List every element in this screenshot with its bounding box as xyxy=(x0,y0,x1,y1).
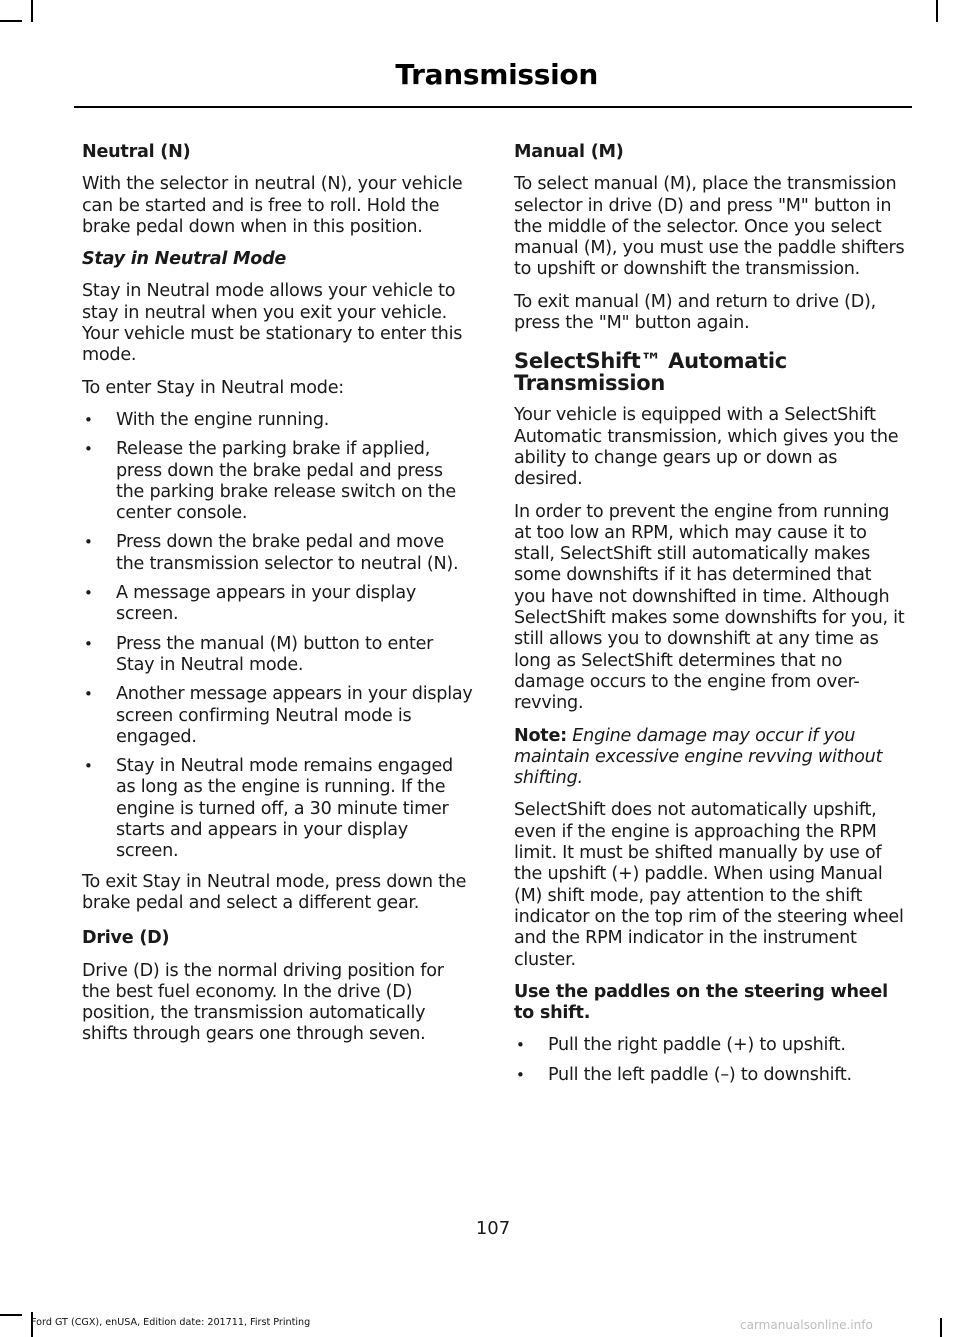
left-column xyxy=(82,142,474,1057)
list-item: • Pull the left paddle (–) to downshift. xyxy=(514,1065,906,1086)
list-item: • With the engine running. xyxy=(82,410,474,431)
neutral-heading: Neutral (N) xyxy=(82,142,191,162)
exit-neutral-text: To exit Stay in Neutral mode, press down the brake pedal and select a different gear. xyxy=(82,871,467,913)
list-item: • Release the parking brake if applied, press down the brake pedal and press the parking brake release switch on the center console. xyxy=(82,439,474,524)
manual-heading: Manual (M) xyxy=(514,142,624,162)
neutral-text: With the selector in neutral (N), your vehicle can be started and is free to roll. Hold the brake pedal down when in this position. xyxy=(82,174,463,237)
list-item: • Pull the right paddle (+) to upshift. xyxy=(514,1035,906,1056)
enter-intro: To enter Stay in Neutral mode: xyxy=(82,377,344,398)
stay-in-neutral-text: Stay in Neutral mode allows your vehicle to stay in neutral when you exit your vehicle. Your vehicle must be stationary to enter this mode. xyxy=(82,281,463,366)
list-item: • Press down the brake pedal and move the transmission selector to neutral (N). xyxy=(82,532,474,575)
drive-text: Drive (D) is the normal driving position for the best fuel economy. In the drive (D) position, the transmission automatically shifts through gears one through seven. xyxy=(82,960,444,1045)
crop-mark-top-left-h xyxy=(0,20,22,22)
note xyxy=(514,726,906,790)
watermark: carmanualsonline.info xyxy=(740,1318,873,1332)
crop-mark-bottom-right xyxy=(940,1318,942,1337)
enter-steps-list xyxy=(82,410,474,863)
paddle-list xyxy=(514,1035,906,1086)
selectshift-prevent-text: In order to prevent the engine from running at too low an RPM, which may cause it to stall, SelectShift still automatically makes some downshifts if it has determined that you have not downshifted in time. Although SelectShift makes some downshifts for you, it still allows you to downshift at any time as long as SelectShift determines that no damage occurs to the engine from over-revving. xyxy=(514,501,905,714)
list-item: • Press the manual (M) button to enter Stay in Neutral mode. xyxy=(82,634,474,677)
right-column xyxy=(514,142,906,1095)
page-number: 107 xyxy=(475,1218,511,1239)
list-item: • Stay in Neutral mode remains engaged as long as the engine is running. If the engine is turned off, a 30 minute timer starts and appears in your display screen. xyxy=(82,756,474,862)
crop-mark-top-right xyxy=(936,0,938,22)
upshift-text: SelectShift does not automatically upshift, even if the engine is approaching the RPM limit. It must be shifted manually by use of the upshift (+) paddle. When using Manual (M) shift mode, pay attention to the shift indicator on the top rim of the steering wheel and the RPM indicator in the instrument cluster. xyxy=(514,800,904,970)
page-title: Transmission xyxy=(395,58,598,91)
list-item: • Another message appears in your display screen confirming Neutral mode is engaged. xyxy=(82,684,474,748)
list-item: • A message appears in your display screen. xyxy=(82,583,474,626)
stay-in-neutral-heading: Stay in Neutral Mode xyxy=(82,249,287,270)
manual-text: To select manual (M), place the transmission selector in drive (D) and press "M" button in the middle of the selector. Once you select manual (M), you must use the paddle shifters to upshift or downshift the transmission. xyxy=(514,174,905,280)
crop-mark-top-left-v xyxy=(31,0,33,22)
manual-exit-text: To exit manual (M) and return to drive (D), press the "M" button again. xyxy=(514,291,876,334)
selectshift-heading: SelectShift™ Automatic Transmission xyxy=(514,349,787,396)
selectshift-intro: Your vehicle is equipped with a SelectShift Automatic transmission, which gives you the ability to change gears up or down as desired. xyxy=(514,405,899,490)
drive-heading: Drive (D) xyxy=(82,928,170,949)
note-label: Note: xyxy=(514,725,567,746)
paddles-heading: Use the paddles on the steering wheel to shift. xyxy=(514,981,888,1024)
header-rule xyxy=(74,106,912,108)
footer-edition: Ford GT (CGX), enUSA, Edition date: 201711, First Printing xyxy=(31,1317,311,1328)
crop-mark-bottom-left-h xyxy=(0,1314,22,1316)
note-text: Engine damage may occur if you maintain excessive engine revving without shifting. xyxy=(514,725,883,789)
